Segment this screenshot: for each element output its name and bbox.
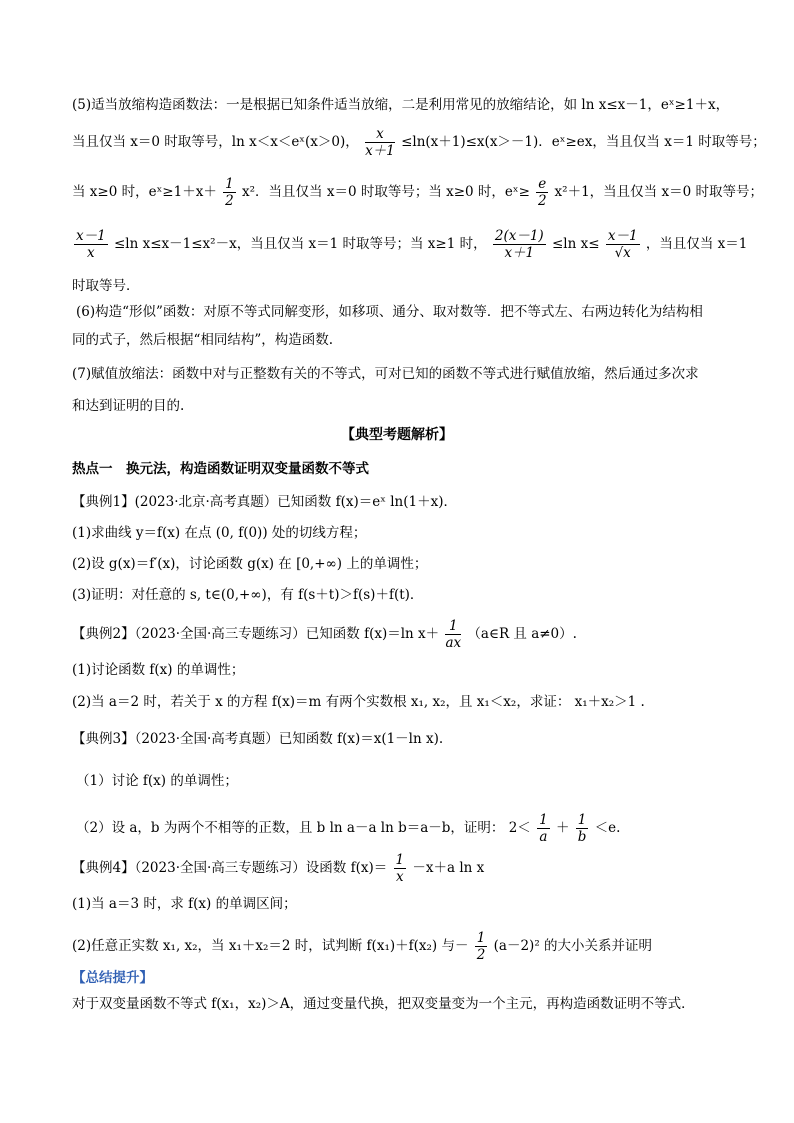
p6-line-1: (6)构造“形似”函数：对原不等式同解变形，如移项、通分、取对数等．把不等式左、右两边转化为结构相: [76, 304, 703, 320]
example-2-question-2: (2)当 a＝2 时，若关于 x 的方程 f(x)＝m 有两个实数根 x₁, x₂，且 x₁＜x₂，求证： x₁＋x₂＞1 .: [72, 694, 645, 710]
p5-line-3-text-c: x²＋1，当且仅当 x＝0 时取等号；: [554, 184, 763, 200]
p5-line-3-text-a: 当 x≥0 时，eˣ≥1＋x＋: [72, 184, 217, 200]
fraction-denominator: b: [577, 829, 587, 845]
example-1-question-2: (2)设 g(x)＝f′(x)，讨论函数 g(x) 在 [0,+∞) 上的单调性；: [72, 556, 428, 572]
example-3-question-2-text-c: ＜e.: [594, 820, 621, 836]
example-1-title: 【典例1】(2023·北京·高考真题）已知函数 f(x)＝eˣ ln(1＋x)．: [72, 494, 457, 510]
fraction-denominator: x＋1: [365, 143, 395, 159]
fraction-numerator: 1: [445, 618, 461, 635]
example-1-question-1: (1)求曲线 y＝f(x) 在点 (0, f(0)) 处的切线方程；: [72, 525, 367, 541]
p5-line-4-text-a: ≤ln x≤x－1≤x²－x，当且仅当 x＝1 时取等号；当 x≥1 时，: [114, 236, 487, 252]
fraction-2x-minus-1-over-x-plus-1: [493, 228, 546, 261]
section-heading: 【典型考题解析】: [341, 427, 453, 443]
fraction-denominator: 2: [537, 193, 547, 209]
p5-line-1: (5)适当放缩构造函数法：一是根据已知条件适当放缩，二是利用常见的放缩结论，如 ln x≤x－1，eˣ≥1＋x，: [72, 97, 730, 113]
fraction-denominator: 2: [476, 947, 486, 963]
p5-line-4-text-b: ≤ln x≤: [552, 236, 600, 252]
fraction-numerator: e: [538, 176, 547, 192]
fraction-denominator: x: [396, 869, 404, 885]
p5-line-2: [72, 126, 766, 159]
summary-title: 【总结提升】: [72, 970, 153, 986]
example-2-title: [72, 618, 732, 651]
example-3-question-1: （1）讨论 f(x) 的单调性；: [76, 773, 238, 789]
example-3-question-2-text-a: （2）设 a，b 为两个不相等的正数，且 b ln a－a ln b＝a－b，证明： 2＜: [76, 820, 531, 836]
fraction-denominator: a: [539, 829, 548, 845]
example-2-title-text-b: （a∈R 且 a≠0）.: [467, 626, 577, 642]
fraction-numerator: 1: [395, 852, 405, 868]
p5-line-3-text-b: x²．当且仅当 x＝0 时取等号；当 x≥0 时，eˣ≥: [242, 184, 530, 200]
p5-line-2-text-b: ≤ln(x＋1)≤x(x＞－1)．eˣ≥ex，当且仅当 x＝1 时取等号；: [401, 134, 766, 150]
p7-line-1: (7)赋值放缩法：函数中对与正整数有关的不等式，可对已知的函数不等式进行赋值放缩，然后通过多次求: [72, 366, 699, 382]
fraction-denominator: x: [87, 245, 95, 261]
example-3-question-2: [76, 812, 736, 845]
example-3-question-2-text-b: ＋: [555, 820, 570, 836]
example-4-question-1: (1)当 a＝3 时，求 f(x) 的单调区间；: [72, 896, 297, 912]
example-4-title-text-b: －x＋a ln x: [412, 860, 485, 876]
fraction-numerator: 1: [577, 812, 587, 828]
fraction-x-over-x-plus-1: [365, 126, 395, 159]
fraction-numerator: x－1: [607, 228, 638, 244]
fraction-numerator: 1: [225, 176, 234, 192]
fraction-denominator: √x: [614, 245, 631, 261]
fraction-denominator: x＋1: [504, 245, 535, 261]
p5-line-5: 时取等号．: [72, 278, 140, 294]
example-3-title: 【典例3】（2023·全国·高考真题）已知函数 f(x)＝x(1－ln x).: [72, 731, 444, 747]
fraction-x-minus-1-over-x: [74, 228, 108, 261]
example-4-question-2-text-b: (a－2)² 的大小关系并证明: [493, 938, 653, 954]
example-2-title-text-a: 【典例2】（2023·全国·高三专题练习）已知函数 f(x)＝ln x＋: [72, 626, 440, 642]
fraction-numerator: 1: [539, 812, 548, 828]
p5-line-4-text-c: ，当且仅当 x＝1: [645, 236, 748, 252]
fraction-1-over-a: [537, 812, 550, 845]
p6-line-2: 同的式子，然后根据“相同结构”，构造函数.: [72, 332, 334, 348]
p5-line-3: [72, 176, 763, 209]
example-4-question-2-text-a: (2)任意正实数 x₁, x₂，当 x₁＋x₂＝2 时，试判断 f(x₁)＋f(x₂) 与－: [72, 938, 469, 954]
example-4-title-text-a: 【典例4】（2023·全国·高三专题练习）设函数 f(x)＝: [72, 860, 388, 876]
fraction-numerator: x－1: [76, 228, 106, 244]
fraction-one-half: [223, 176, 236, 209]
example-1-question-3: (3)证明：对任意的 s, t∈(0,+∞)，有 f(s＋t)＞f(s)＋f(t)．: [72, 587, 424, 603]
fraction-1-over-x: [394, 852, 407, 885]
p5-line-2-text-a: 当且仅当 x＝0 时取等号，ln x＜x＜eˣ(x＞0)，: [72, 134, 359, 150]
p5-line-4: [72, 228, 748, 261]
example-2-question-1: (1)讨论函数 f(x) 的单调性；: [72, 662, 245, 678]
hot-point-1-title: 热点一 换元法，构造函数证明双变量函数不等式: [72, 461, 369, 477]
fraction-1-over-b: [576, 812, 589, 845]
fraction-numerator: x: [365, 126, 395, 143]
example-4-title: [72, 852, 732, 885]
fraction-denominator: 2: [225, 193, 234, 209]
fraction-one-half: [475, 930, 488, 963]
fraction-1-over-ax: [445, 618, 461, 651]
p7-line-2: 和达到证明的目的.: [72, 398, 185, 414]
summary-text: 对于双变量函数不等式 f(x₁，x₂)＞A，通过变量代换，把双变量变为一个主元，再构造函数证明不等式．: [72, 996, 695, 1012]
fraction-numerator: 1: [476, 930, 486, 946]
fraction-denominator: ax: [445, 635, 462, 651]
fraction-x-minus-1-over-sqrt-x: [606, 228, 640, 261]
fraction-e-over-2: [536, 176, 548, 209]
fraction-numerator: 2(x－1): [494, 228, 544, 244]
example-4-question-2: [72, 930, 732, 963]
